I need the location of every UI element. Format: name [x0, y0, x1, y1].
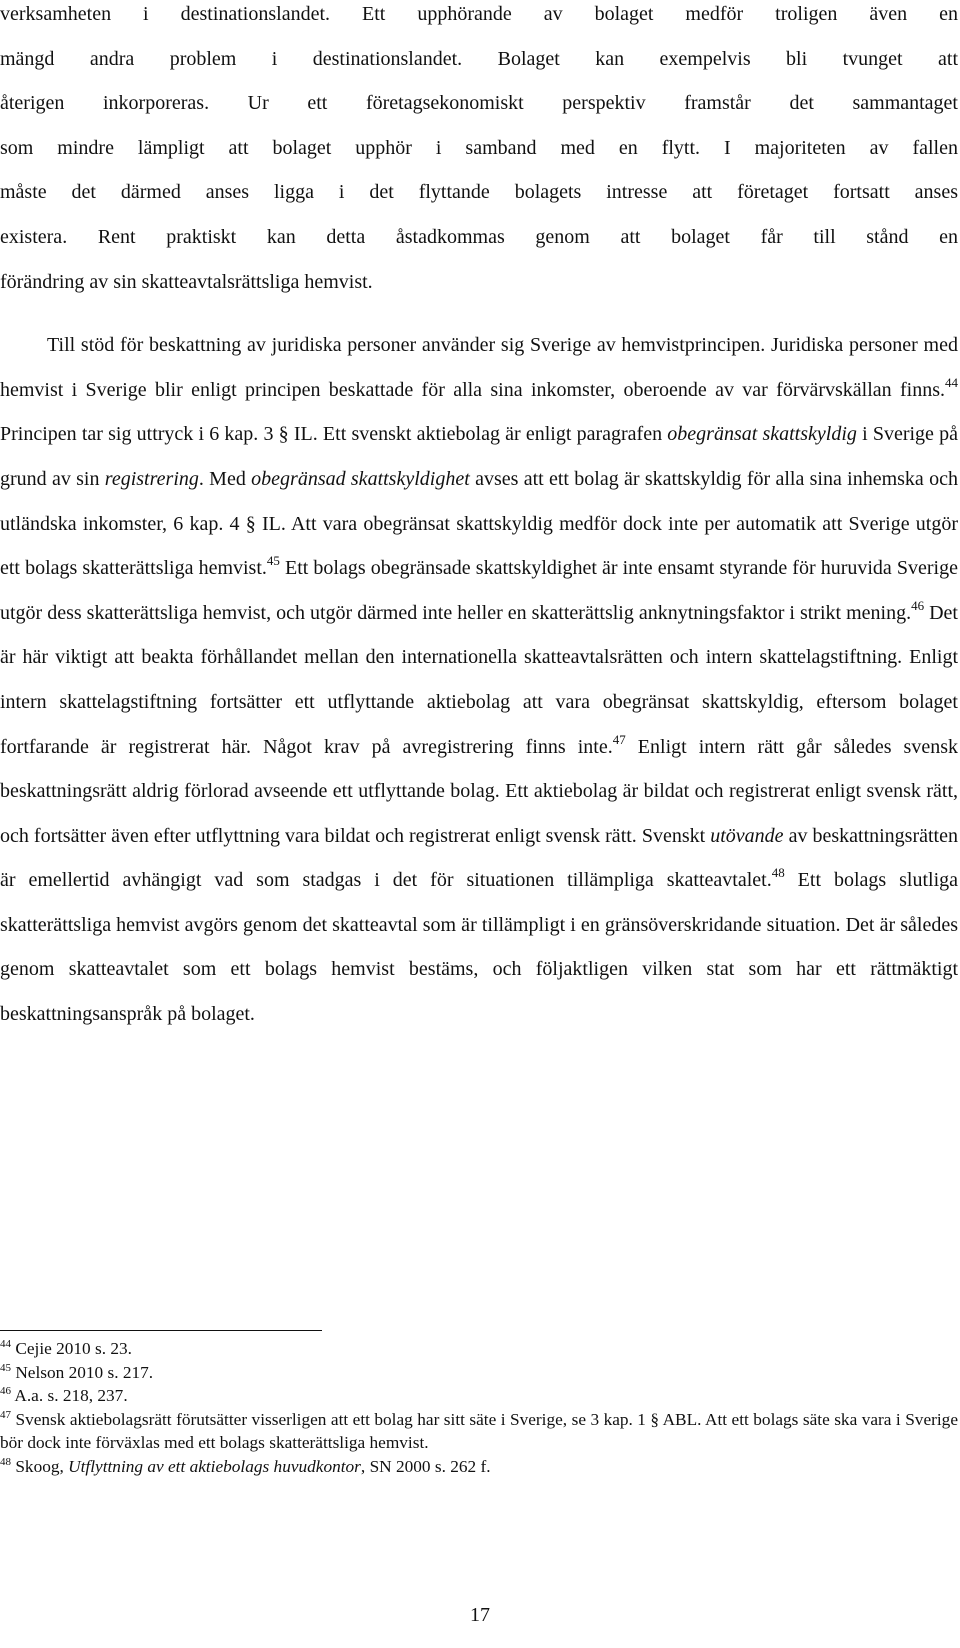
footnote-ref-47[interactable]: 47	[612, 731, 626, 747]
footnote-text-pre: Skoog,	[11, 1456, 69, 1476]
p2-text-10: Ett bolags slutliga skatterättsliga hemvist avgörs genom det skatteavtal som är tillämpligt i en gränsöverskridande situation. Det är således genom skatteavtalet som ett bolags hemvist bestäms, och följaktligen vilken stat som har ett rättmäktigt beskattningsanspråk på bolaget.	[0, 869, 959, 1026]
paragraph-1	[0, 0, 958, 304]
p2-text-4: . Med	[198, 467, 252, 490]
p2-emphasis-4: utövande	[710, 824, 784, 847]
p2-text-1: Till stöd för beskattning av juridiska personer använder sig Sverige av hemvistprincipen. Juridiska personer med hemvist i Sverige blir enligt principen beskattade för alla sina inkomster, oberoende av var förvärvskällan finns.	[0, 334, 958, 401]
footnote-48	[0, 1455, 958, 1479]
footnote-45	[0, 1361, 958, 1385]
footnote-46	[0, 1384, 958, 1408]
page-number: 17	[470, 1604, 490, 1626]
footnote-ref-44[interactable]: 44	[945, 374, 958, 390]
footnote-number: 46	[0, 1385, 11, 1398]
p2-text-7: Det är här viktigt att beakta förhållandet mellan den internationella skatteavtalsrätten och intern skattelagstiftning. Enligt intern skattelagstiftning fortsätter ett utflyttande aktiebolag att vara obegränsat skattskyldig, eftersom bolaget fortfarande är registrerat här. Något krav på avregistrering finns inte.	[0, 601, 958, 758]
p2-emphasis-1: obegränsat skattskyldig	[667, 423, 857, 446]
footnote-ref-45[interactable]: 45	[266, 553, 280, 569]
p1-line-6: existera. Rent praktiskt kan detta åstadkommas genom att bolaget får till stånd en	[0, 225, 958, 248]
p2-emphasis-3: obegränsad skattskyldighet	[251, 467, 470, 490]
footnote-title: Utflyttning av ett aktiebolags huvudkontor	[68, 1456, 361, 1476]
footnote-47	[0, 1408, 958, 1455]
p2-text-5: avses att ett bolag är skattskyldig för alla sina inhemska och utländska inkomster, 6 kap. 4 § IL. Att vara obegränsat skattskyldig medför dock inte per automatik att Sverige utgör ett bolags skatterättsliga hemvist.	[0, 467, 958, 580]
p2-text-8: Enligt intern rätt går således svensk beskattningsrätt aldrig förlorad avseende ett utflyttande bolag. Ett aktiebolag är bildat och registrerat enligt svensk rätt, och fortsätter även efter utflyttning vara bildat och registrerat enligt svensk rätt. Svenskt	[0, 735, 959, 847]
footnote-number: 44	[0, 1338, 11, 1350]
p1-line-7: förändring av sin skatteavtalsrättsliga hemvist.	[0, 270, 373, 293]
footnote-number: 45	[0, 1361, 11, 1374]
footnote-text: Nelson 2010 s. 217.	[11, 1362, 154, 1382]
footnote-text: Cejie 2010 s. 23.	[11, 1339, 132, 1358]
p2-text-9: av beskattningsrätten är emellertid avhängigt vad som stadgas i det för situationen tillämpliga skatteavtalet.	[0, 824, 958, 892]
footnote-ref-48[interactable]: 48	[771, 865, 785, 881]
p2-text-3: i Sverige på grund av sin	[0, 423, 959, 490]
footnote-ref-46[interactable]: 46	[911, 597, 925, 613]
p1-line-5: måste det därmed anses ligga i det flyttande bolagets intresse att företaget fortsatt anses	[0, 181, 958, 204]
footnote-text: A.a. s. 218, 237.	[11, 1386, 128, 1406]
footnote-text: Svensk aktiebolagsrätt förutsätter visserligen att ett bolag har sitt säte i Sverige, se 3 kap. 1 § ABL. Att ett bolags säte ska vara i Sverige bör dock inte förväxlas med ett bolags skatterättsliga hemvist.	[0, 1409, 958, 1453]
p2-emphasis-2: registrering	[104, 467, 199, 490]
footnote-number: 47	[0, 1408, 11, 1421]
footnote-44	[0, 1337, 958, 1361]
footnote-separator	[0, 1330, 322, 1331]
paragraph-2	[0, 323, 958, 1037]
p1-line-1: verksamheten i destinationslandet. Ett upphörande av bolaget medför troligen även en	[0, 3, 958, 25]
p2-text-6: Ett bolags obegränsade skattskyldighet är inte ensamt styrande för huruvida Sverige utgör dess skatterättsliga hemvist, och utgör därmed inte heller en skatterättslig anknytningsfaktor i strikt mening.	[0, 557, 958, 624]
footnotes	[0, 1337, 958, 1479]
p2-text-2: Principen tar sig uttryck i 6 kap. 3 § IL. Ett svenskt aktiebolag är enligt paragrafen	[0, 423, 668, 446]
footnote-number: 48	[0, 1455, 11, 1468]
p1-line-2: mängd andra problem i destinationslandet. Bolaget kan exempelvis bli tvunget att	[0, 47, 958, 70]
footnote-text-post: , SN 2000 s. 262 f.	[360, 1456, 491, 1476]
p1-line-3: återigen inkorporeras. Ur ett företagsekonomiskt perspektiv framstår det sammantaget	[0, 92, 958, 115]
p1-line-4: som mindre lämpligt att bolaget upphör i samband med en flytt. I majoriteten av fallen	[0, 136, 958, 159]
